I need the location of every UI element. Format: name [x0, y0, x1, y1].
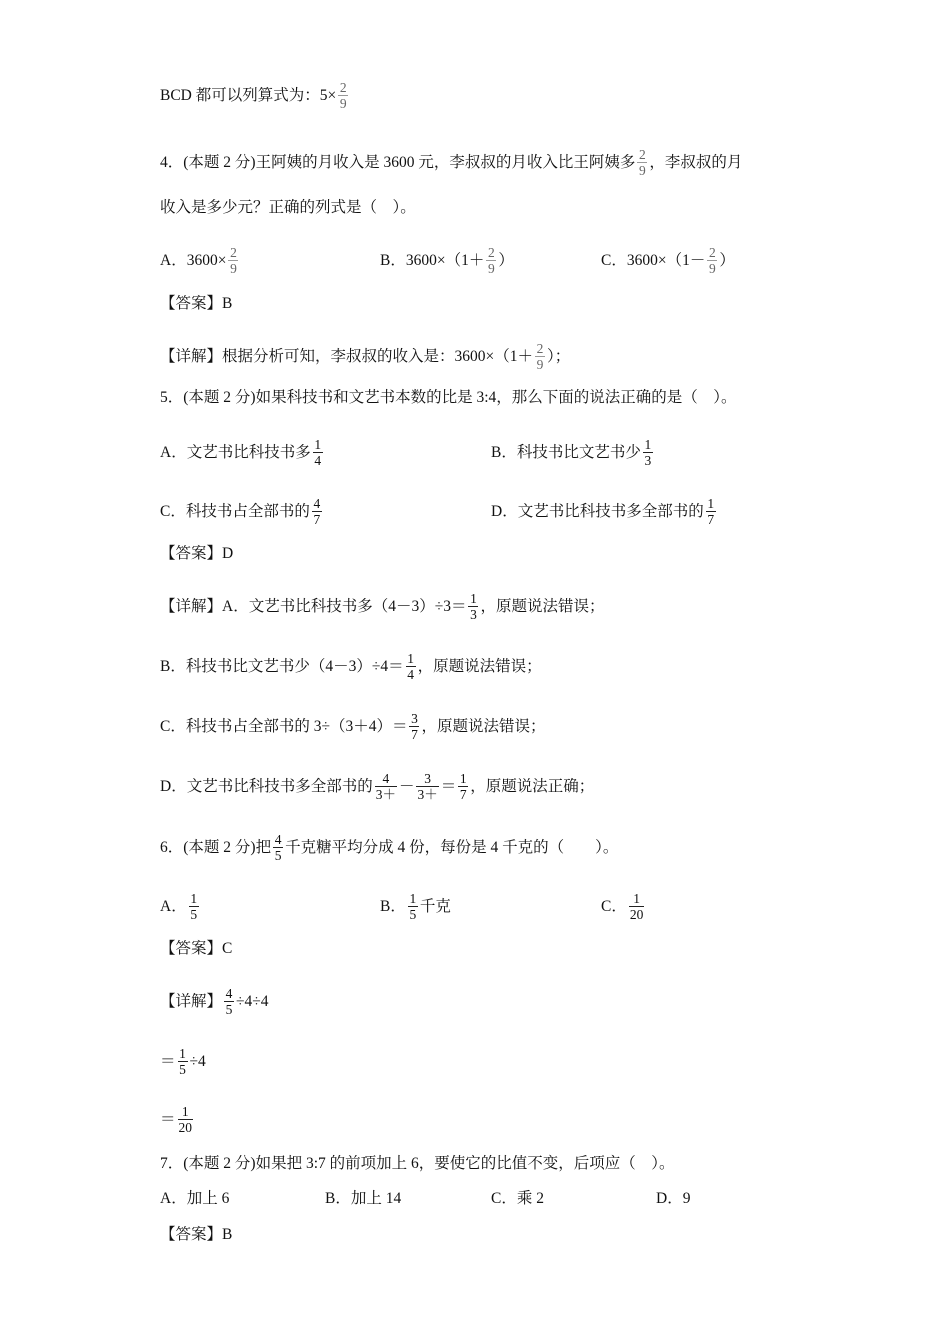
fraction: 1 4 — [407, 651, 414, 682]
question-5-detail-d: D．文艺书比科技书多全部书的 4 3＋ － 3 3＋ ＝ 1 7 ，原题说法正确； — [160, 771, 595, 802]
fraction: 3 3＋ — [417, 771, 438, 802]
fraction: $\frac{2}{9}$ — [339, 80, 347, 111]
question-7-answer: 【答案】B — [160, 1226, 233, 1243]
question-4-detail: 【详解】根据分析可知，李叔叔的收入是：3600×（1＋ 2 9 ）； — [160, 341, 571, 372]
fraction: 1 3 — [470, 591, 477, 622]
question-6-stem: 6．(本题 2 分)把 4 5 千克糖平均分成 4 份，每份是 4 千克的（ ）。 — [160, 832, 619, 863]
fraction: 2 9 — [487, 245, 495, 276]
fraction: 4 5 — [274, 832, 282, 863]
question-5-detail-b: B．科技书比文艺书少（4－3）÷4＝ 1 4 ，原题说法错误； — [160, 651, 542, 682]
question-6-option-b: B． 1 5 千克 — [380, 891, 451, 922]
question-7-stem: 7．(本题 2 分)如果把 3:7 的前项加上 6，要使它的比值不变，后项应（ ）。 — [160, 1155, 675, 1172]
fraction: 1 20 — [629, 891, 644, 922]
question-5-stem: 5．(本题 2 分)如果科技书和文艺书本数的比是 3:4，那么下面的说法正确的是（ ）。 — [160, 389, 737, 406]
fraction: $\frac{2}{9}$ — [230, 245, 237, 276]
fraction: 1 5 — [190, 891, 198, 922]
question-7-option-d: D．9 — [656, 1190, 691, 1207]
question-5-option-c: C．科技书占全部书的 4 7 — [160, 496, 321, 527]
fraction: 1 20 — [178, 1104, 193, 1135]
fraction: 1 5 — [409, 891, 417, 922]
fraction: 1 7 — [459, 771, 467, 802]
question-4-option-c: C．3600×（1－ 2 9 ） — [601, 245, 735, 276]
fraction: 4 7 — [313, 496, 321, 527]
question-6-detail-line1: 【详解】 $\frac{4}{5}$ ÷4÷4 — [160, 986, 269, 1017]
fraction: $\frac{1}{5}$ — [179, 1046, 186, 1077]
fraction: $\frac{4}{5}$ — [225, 986, 233, 1017]
question-4-option-b: B．3600×（1＋ 2 9 ） — [380, 245, 514, 276]
explanation-line: BCD 都可以列算式为：5× $\frac{2}{9}$ — [160, 80, 347, 111]
question-5-option-a: A．文艺书比科技书多 1 4 — [160, 437, 322, 468]
question-7-option-b: B．加上 14 — [325, 1190, 402, 1207]
fraction: 2 9 — [536, 341, 544, 372]
question-4-answer: 【答案】B — [160, 295, 233, 312]
question-6-detail-line3: ＝ 1 20 — [160, 1104, 193, 1135]
fraction: 3 7 — [411, 711, 418, 742]
question-6-option-a: A． 1 5 — [160, 891, 198, 922]
question-5-detail-c: C．科技书占全部书的 3÷（3＋4）＝ 3 7 ，原题说法错误； — [160, 711, 546, 742]
question-5-detail-a: 【详解】A．文艺书比科技书多（4－3）÷3＝ 1 3 ，原题说法错误； — [160, 591, 605, 622]
fraction: 1 4 — [314, 437, 322, 468]
fraction: 1 3 — [644, 437, 652, 468]
question-7-option-a: A．加上 6 — [160, 1190, 230, 1207]
question-6-option-c: C． 1 20 — [601, 891, 644, 922]
fraction: 1 7 — [707, 496, 715, 527]
fraction: 4 3＋ — [375, 771, 396, 802]
question-4-stem-line2: 收入是多少元？正确的列式是（ ）。 — [160, 199, 416, 216]
question-7-option-c: C．乘 2 — [491, 1190, 544, 1207]
question-4-option-a: A．3600× $\frac{2}{9}$ — [160, 245, 237, 276]
question-5-option-b: B．科技书比文艺书少 1 3 — [491, 437, 652, 468]
fraction: 2 9 — [638, 147, 646, 178]
question-6-answer: 【答案】C — [160, 940, 233, 957]
question-4-stem: 4．(本题 2 分)王阿姨的月收入是 3600 元，李叔叔的月收入比王阿姨多 2 9 ，李叔叔的月 — [160, 147, 743, 178]
fraction: 2 9 — [708, 245, 716, 276]
question-5-option-d: D．文艺书比科技书多全部书的 1 7 — [491, 496, 715, 527]
question-5-answer: 【答案】D — [160, 545, 234, 562]
question-6-detail-line2: ＝ $\frac{1}{5}$ ÷4 — [160, 1046, 206, 1077]
